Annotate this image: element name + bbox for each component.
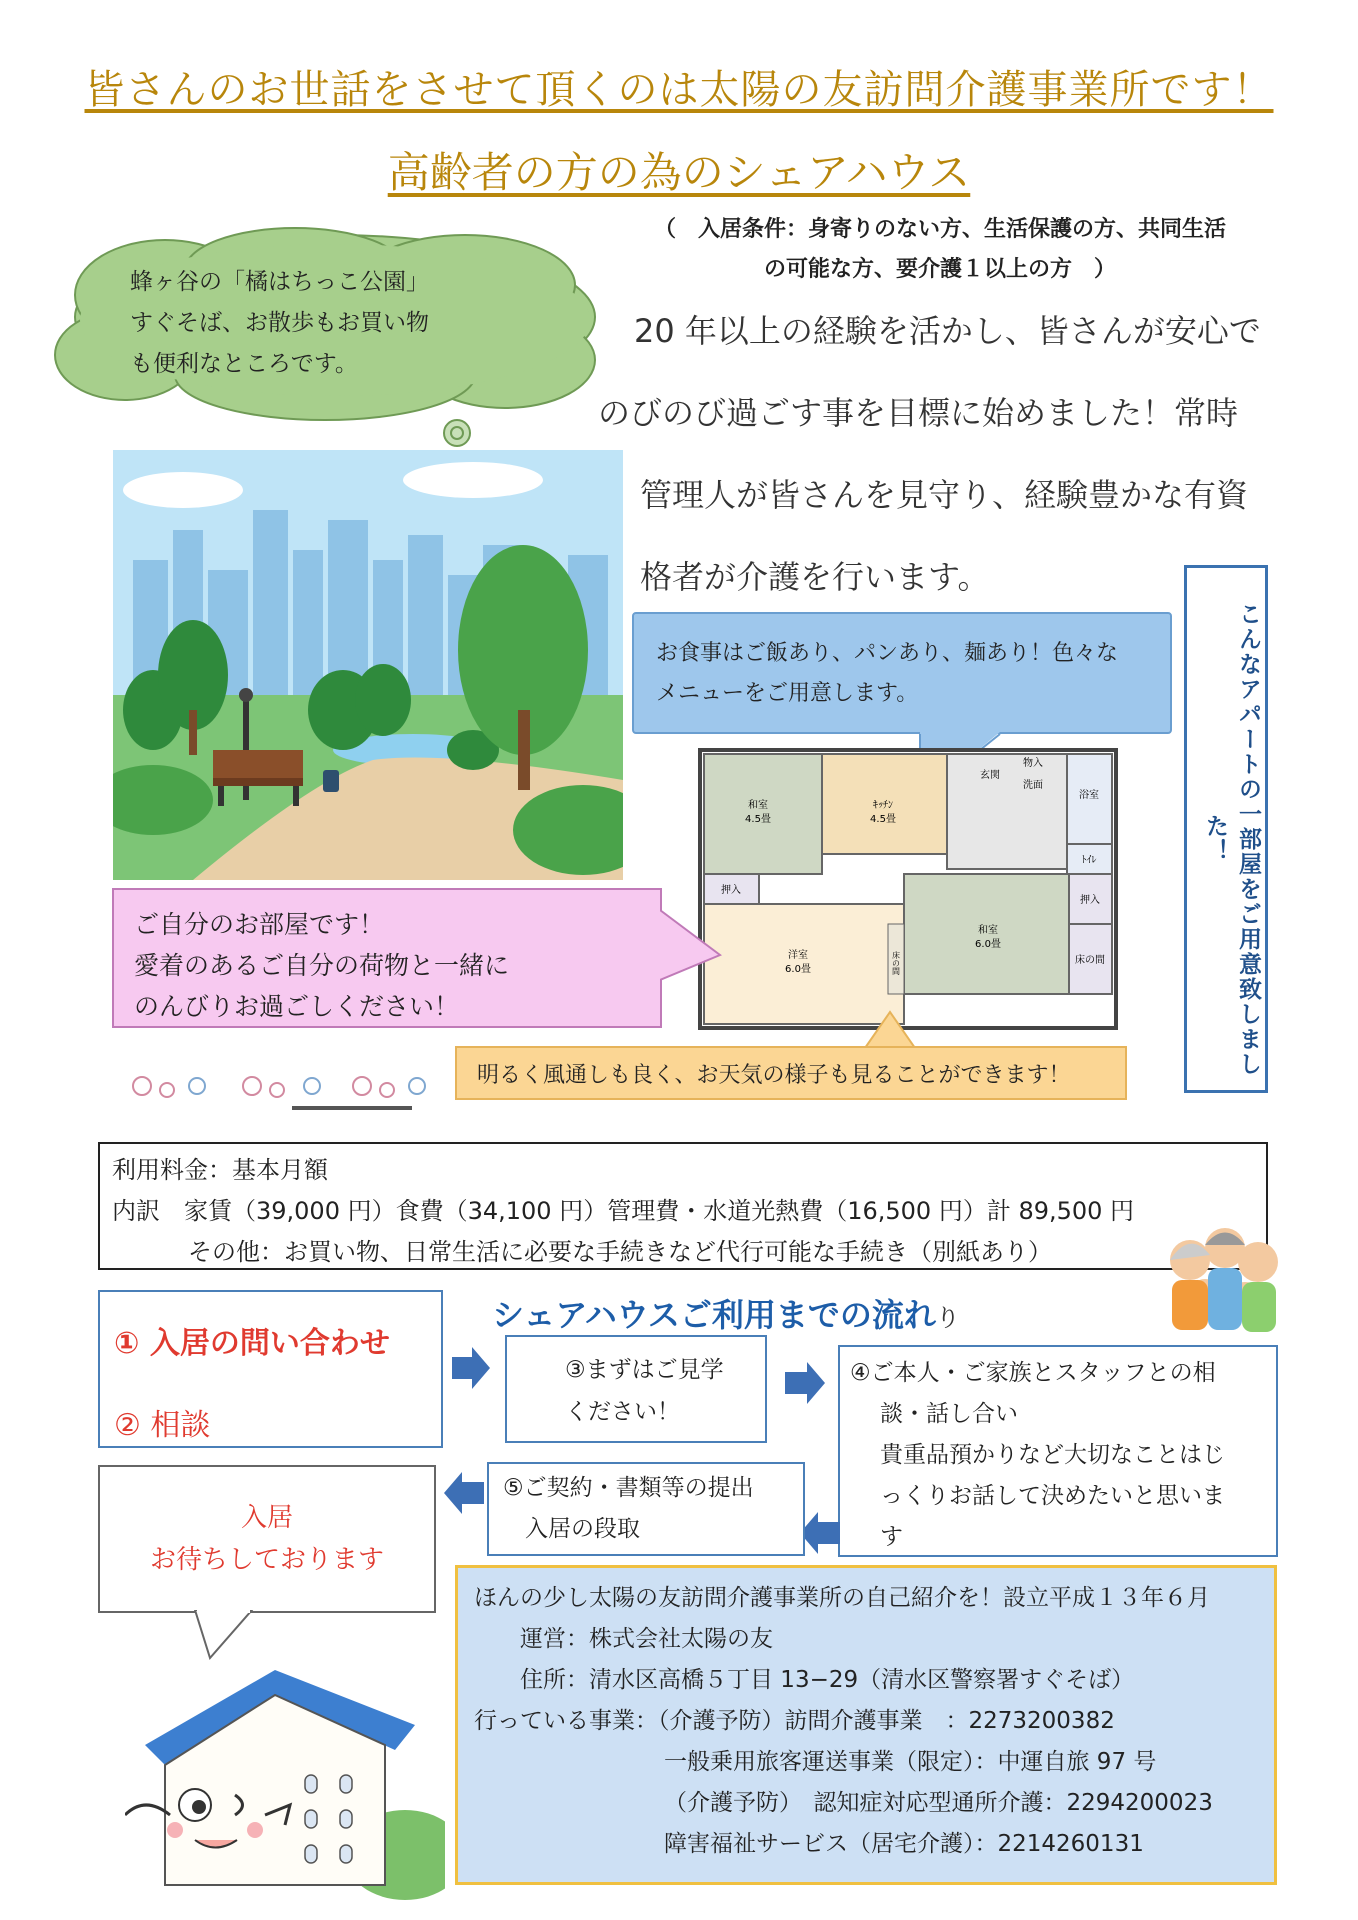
company-line2: 運営：株式会社太陽の友 (520, 1626, 773, 1652)
arrow-right-2 (785, 1360, 827, 1406)
flow-title-text: シェアハウスご利用までの流れ (492, 1296, 936, 1334)
vertical-note: こんなアパートの一部屋をご用意致しました！ (1202, 601, 1261, 1077)
fp-washitsu2: 和室 (978, 925, 998, 936)
meal-line1: お食事はご飯あり、パンあり、麺あり！色々な (656, 641, 1119, 666)
step-1-2-box (98, 1290, 443, 1448)
fp-oshiire1: 押入 (721, 885, 741, 896)
fees-line2: 内訳 家賃（39,000 円）食費（34,100 円）管理費・水道光熱費（16,500 円）計 89,500 円 (112, 1197, 1135, 1225)
step-4-box (838, 1345, 1278, 1557)
cloud-text (130, 262, 429, 385)
room-callout (112, 888, 662, 1028)
cloud-line3: も便利なところです。 (130, 351, 358, 377)
conditions-line2: の可能な方、要介護１以上の方 ） (763, 257, 1116, 282)
house-mascot-illustration (125, 1655, 445, 1905)
step-4-line4: っくりお話して決めたいと思いま (880, 1483, 1225, 1509)
conditions-line1: （ 入居条件：身寄りのない方、生活保護の方、共同生活 (653, 217, 1226, 242)
step-3-line1: ③まずはご見学 (565, 1357, 724, 1383)
company-line7: 障害福祉サービス（居宅介護）：2214260131 (664, 1831, 1144, 1857)
page-title: 皆さんのお世話をさせて頂くのは太陽の友訪問介護事業所です！ (84, 67, 1274, 113)
room-line1: ご自分のお部屋です！ (134, 910, 385, 939)
fp-washitsu1: 和室 (748, 800, 768, 811)
final-line1: 入居 (240, 1503, 293, 1533)
fp-washitsu1-size: 4.5畳 (745, 814, 771, 825)
fp-monoire: 物入 (1023, 758, 1043, 769)
step-1: ① 入居の問い合わせ (114, 1326, 390, 1361)
room-line2: 愛着のあるご自分の荷物と一緒に (134, 951, 510, 980)
arrow-left-2 (444, 1470, 484, 1516)
intro-line4: 格者が介護を行います。 (640, 558, 990, 596)
window-callout: 明るく風通しも良く、お天気の様子も見ることができます！ (455, 1046, 1127, 1100)
company-line3: 住所：清水区高橋５丁目 13−29（清水区警察署すぐそば） (520, 1667, 1135, 1693)
fp-kitchen-size: 4.5畳 (870, 814, 896, 825)
window-callout-pointer (860, 1010, 920, 1050)
intro-line1: 20 年以上の経験を活かし、皆さんが安心で (634, 312, 1261, 350)
intro-line2: のびのび過ごす事を目標に始めました！常時 (598, 394, 1239, 432)
fp-senmen: 洗面 (1023, 780, 1043, 791)
fees-line3: その他：お買い物、日常生活に必要な手続きなど代行可能な手続き（別紙あり） (188, 1238, 1052, 1266)
intro-line3: 管理人が皆さんを見守り、経験豊かな有資 (640, 476, 1249, 514)
company-line6: （介護予防） 認知症対応型通所介護：2294200023 (664, 1790, 1213, 1816)
park-illustration (113, 450, 623, 880)
step-5-line2: 入居の段取 (525, 1516, 640, 1542)
arrow-left-1 (800, 1510, 840, 1556)
flow-title-suffix: り (935, 1304, 960, 1332)
fp-toilet: ﾄｲﾚ (1081, 855, 1097, 866)
cloud-line2: すぐそば、お散歩もお買い物 (130, 310, 429, 336)
fp-kitchen: ｷｯﾁﾝ (873, 800, 893, 811)
step-4-line1: ④ご本人・ご家族とスタッフとの相 (850, 1360, 1216, 1386)
step-4-line5: す (880, 1524, 903, 1550)
fees-box (98, 1142, 1268, 1270)
step-5-line1: ⑤ご契約・書類等の提出 (503, 1475, 754, 1501)
company-line5: 一般乗用旅客運送事業（限定）：中運自旅 97 号 (664, 1749, 1157, 1775)
fp-youshitsu-size: 6.0畳 (785, 964, 811, 975)
family-illustration (1150, 1220, 1295, 1340)
meal-callout (632, 612, 1172, 734)
company-line4: 行っている事業：（介護予防）訪問介護事業 ：2273200382 (474, 1708, 1115, 1734)
fp-youshitsu: 洋室 (788, 950, 808, 961)
fp-oshiire2: 押入 (1080, 895, 1100, 906)
meal-line2: メニューをご用意します。 (656, 681, 919, 706)
vertical-note-box (1184, 565, 1268, 1093)
room-callout-pointer (660, 905, 725, 985)
cloud-line1: 蜂ヶ谷の「橘はちっこ公園」 (130, 269, 429, 295)
page-subtitle: 高齢者の方の為のシェアハウス (387, 148, 971, 197)
final-line2: お待ちしております (149, 1545, 384, 1575)
step-3-box (505, 1335, 767, 1443)
fp-tokonoma2: 床の間 (1075, 955, 1105, 966)
fp-washitsu2-size: 6.0畳 (975, 939, 1001, 950)
entry-conditions (600, 210, 1280, 290)
fp-tokonoma1: 床の間 (891, 951, 901, 975)
company-line1: ほんの少し太陽の友訪問介護事業所の自己紹介を！設立平成１３年６月 (474, 1585, 1210, 1611)
fees-line1: 利用料金：基本月額 (112, 1156, 328, 1184)
final-callout (98, 1465, 436, 1613)
fp-yokushitsu: 浴室 (1079, 790, 1099, 801)
company-info-box (455, 1565, 1277, 1885)
decorative-flowers (112, 1068, 452, 1116)
flow-title (492, 1290, 960, 1336)
step-5-box (487, 1462, 805, 1556)
step-2: ② 相談 (114, 1408, 211, 1443)
step-3-line2: ください！ (565, 1399, 680, 1425)
step-4-line3: 貴重品預かりなど大切なことはじ (880, 1442, 1225, 1468)
arrow-right-1 (452, 1345, 492, 1391)
fp-genkan: 玄関 (980, 770, 1000, 781)
step-4-line2: 談・話し合い (880, 1401, 1018, 1427)
floor-plan (698, 748, 1118, 1030)
room-line3: のんびりお過ごしください！ (134, 992, 460, 1021)
